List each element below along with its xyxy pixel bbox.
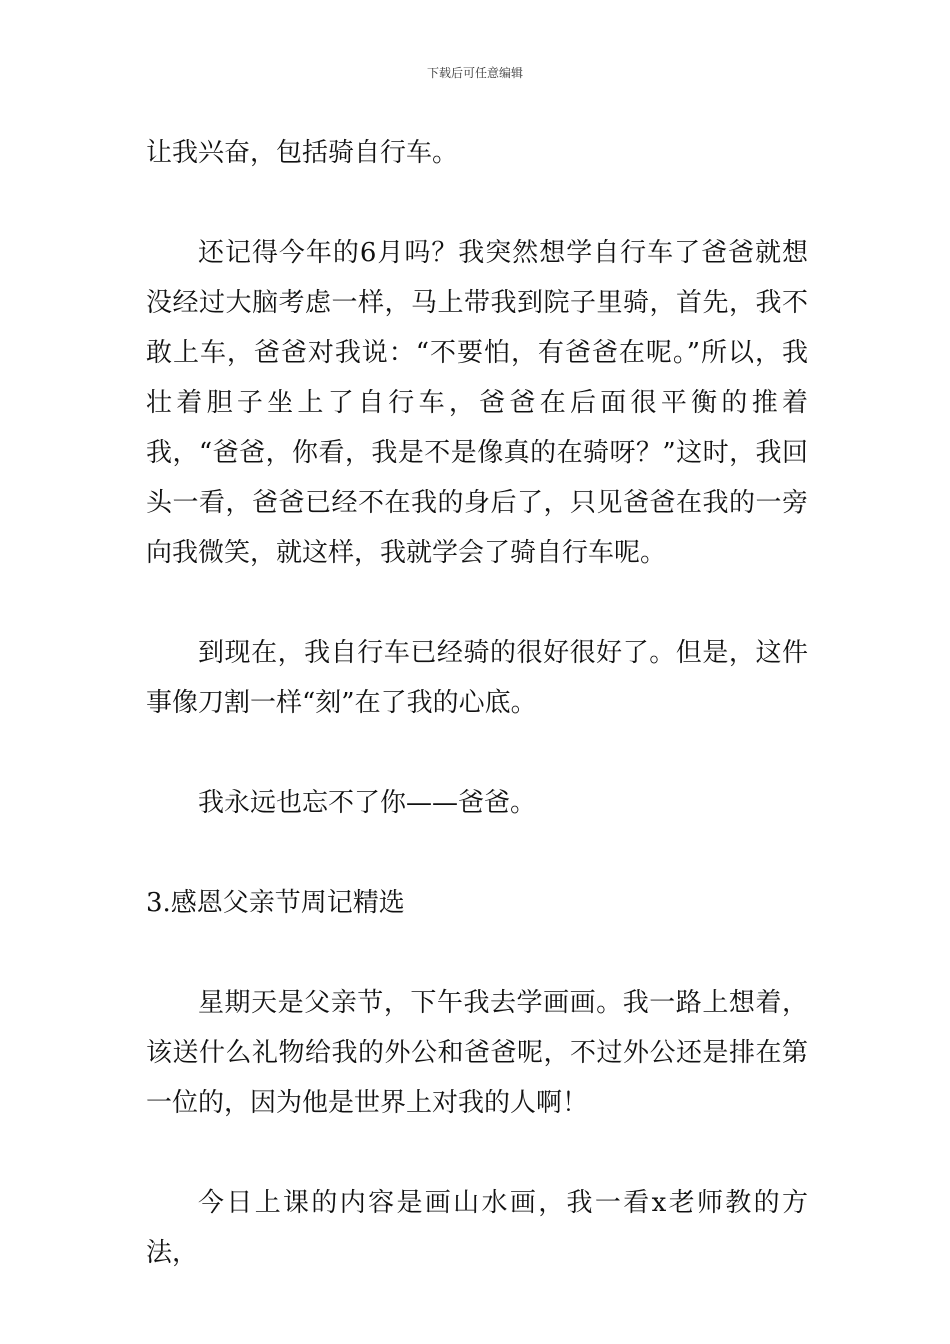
paragraph-gap	[146, 928, 808, 978]
page-header: 下载后可任意编辑	[426, 66, 523, 80]
section-heading: 3.感恩父亲节周记精选	[146, 888, 405, 918]
paragraph-bicycle-story: 还记得今年的6月吗？我突然想学自行车了爸爸就想没经过大脑考虑一样，马上带我到院子里骑，首先，我不敢上车，爸爸对我说：“不要怕，有爸爸在呢。”所以，我壮着胆子坐上了自行车，爸爸在后面很平衡的推着我，“爸爸，你看，我是不是像真的在骑呀？”这时，我回头一看，爸爸已经不在我的身后了，只见爸爸在我的一旁向我微笑，就这样，我就学会了骑自行车呢。	[146, 238, 808, 568]
paragraph-continuation: 让我兴奋，包括骑自行车。	[146, 138, 459, 168]
paragraph-gap	[146, 578, 808, 628]
paragraph-gap	[146, 178, 808, 228]
paragraph-gap	[146, 728, 808, 778]
document-body	[146, 128, 808, 1278]
paragraph-painting-class: 今日上课的内容是画山水画，我一看x老师教的方法，	[146, 1188, 808, 1268]
paragraph-gap	[146, 1128, 808, 1178]
paragraph-gap	[146, 828, 808, 878]
paragraph-fathers-day: 星期天是父亲节，下午我去学画画。我一路上想着，该送什么礼物给我的外公和爸爸呢，不过外公还是排在第一位的，因为他是世界上对我的人啊！	[146, 988, 808, 1118]
paragraph-now: 到现在，我自行车已经骑的很好很好了。但是，这件事像刀割一样“刻”在了我的心底。	[146, 638, 808, 718]
paragraph-never-forget: 我永远也忘不了你——爸爸。	[198, 788, 537, 818]
